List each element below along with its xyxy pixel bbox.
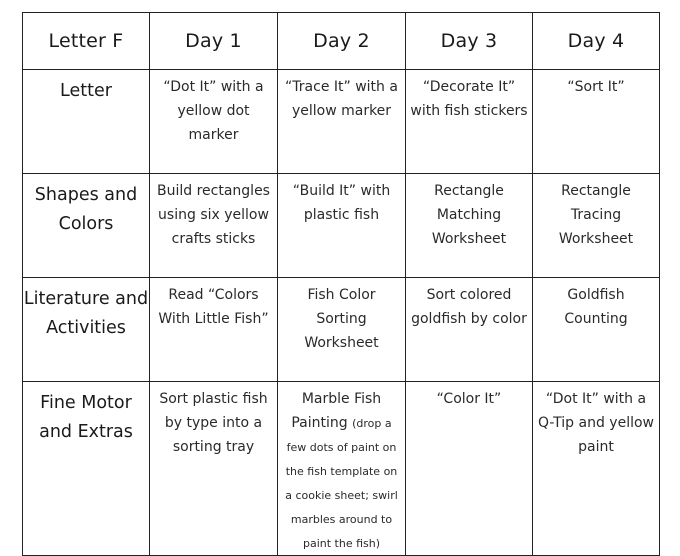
row-label-letter: Letter	[23, 70, 150, 174]
header-row	[23, 13, 660, 70]
activity-cell: Fish Color Sorting Worksheet	[278, 278, 406, 382]
day-2-header: Day 2	[278, 13, 406, 70]
activity-cell: Rectangle Tracing Worksheet	[533, 174, 660, 278]
activity-cell: “Dot It” with a yellow dot marker	[150, 70, 278, 174]
row-label-shapes-colors: Shapes and Colors	[23, 174, 150, 278]
row-label-fine-motor: Fine Motor and Extras	[23, 382, 150, 556]
corner-header: Letter F	[23, 13, 150, 70]
activity-note: (drop a few dots of paint on the fish template on a cookie sheet; swirl marbles around to paint the fish)	[285, 417, 398, 550]
table-row-letter	[23, 70, 660, 174]
activity-cell: “Color It”	[406, 382, 533, 556]
activity-cell: “Build It” with plastic fish	[278, 174, 406, 278]
table-row-literature	[23, 278, 660, 382]
row-label-literature: Literature and Activities	[23, 278, 150, 382]
table-row-fine-motor	[23, 382, 660, 556]
activity-cell	[278, 382, 406, 556]
activity-cell: “Decorate It” with fish stickers	[406, 70, 533, 174]
day-1-header: Day 1	[150, 13, 278, 70]
activity-cell: Rectangle Matching Worksheet	[406, 174, 533, 278]
table-row-shapes-colors	[23, 174, 660, 278]
activity-cell: “Dot It” with a Q-Tip and yellow paint	[533, 382, 660, 556]
activity-cell: Sort plastic fish by type into a sorting tray	[150, 382, 278, 556]
activity-cell: Goldfish Counting	[533, 278, 660, 382]
activity-cell: Build rectangles using six yellow crafts sticks	[150, 174, 278, 278]
lesson-plan-table	[22, 12, 660, 556]
activity-cell: “Trace It” with a yellow marker	[278, 70, 406, 174]
activity-cell: Sort colored goldfish by color	[406, 278, 533, 382]
activity-cell: “Sort It”	[533, 70, 660, 174]
day-3-header: Day 3	[406, 13, 533, 70]
activity-title: Marble Fish Painting	[291, 391, 382, 431]
day-4-header: Day 4	[533, 13, 660, 70]
activity-cell: Read “Colors With Little Fish”	[150, 278, 278, 382]
